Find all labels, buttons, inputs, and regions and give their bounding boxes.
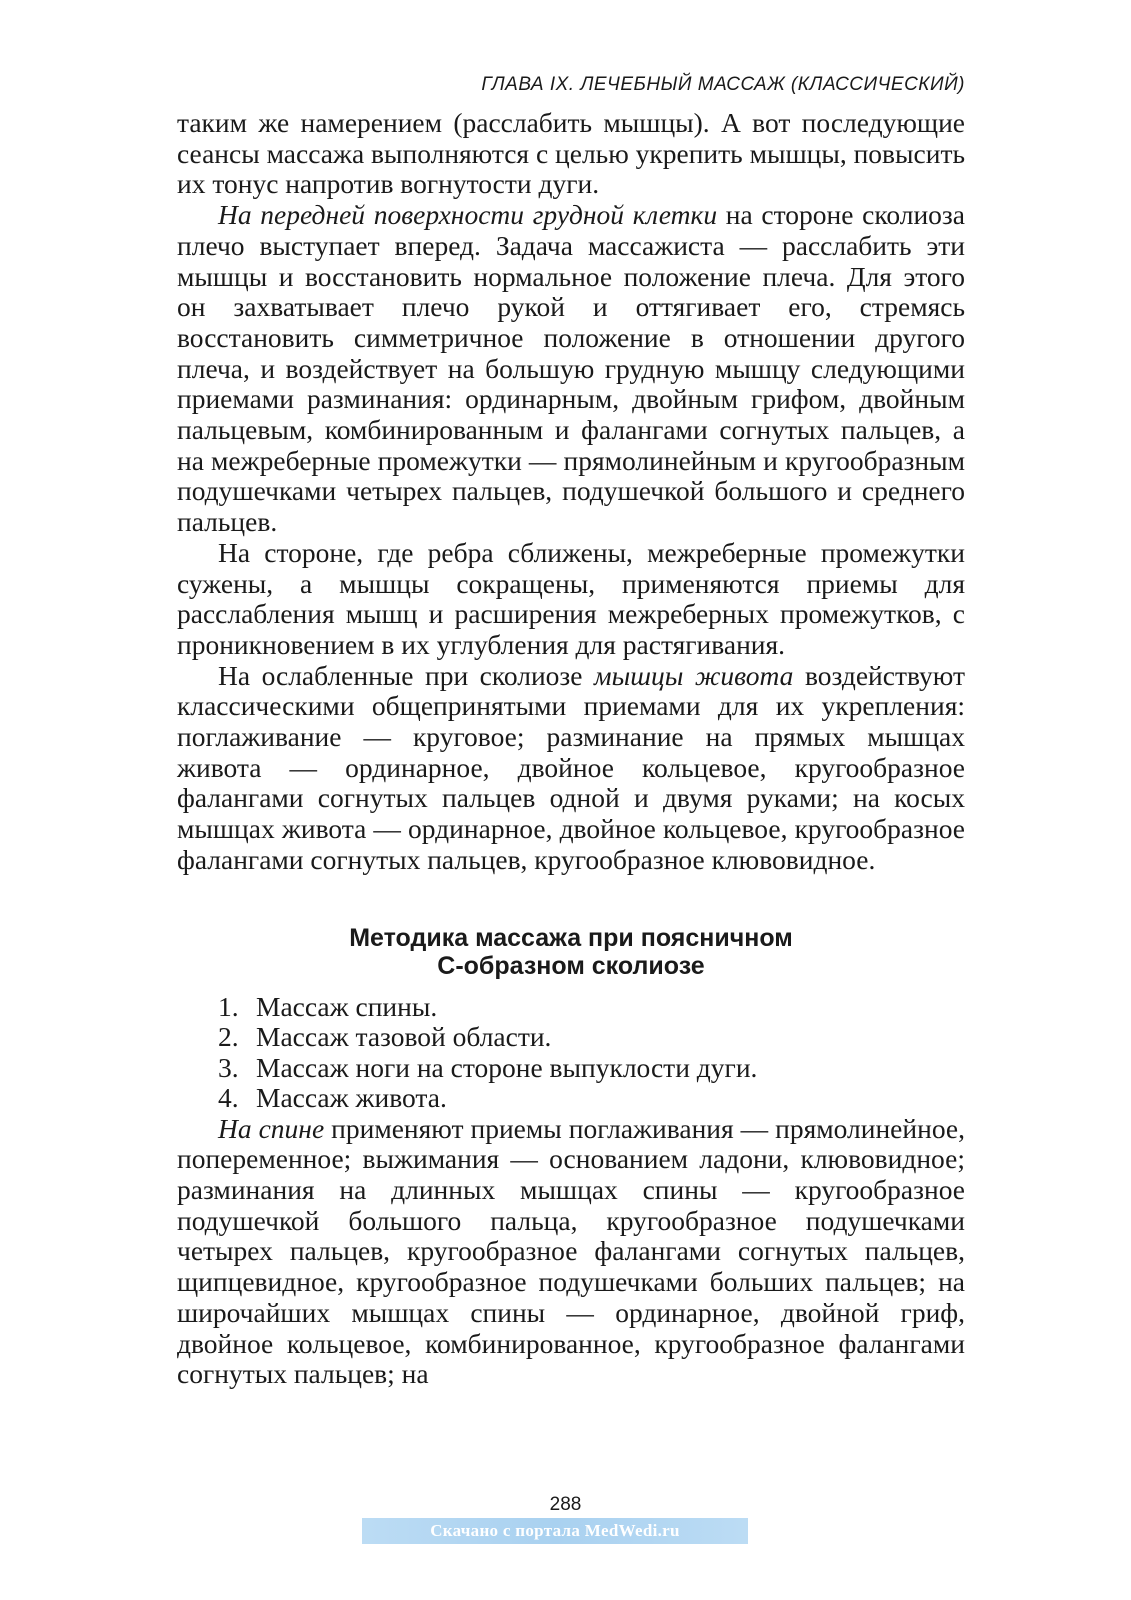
list-item-number: 4. [218, 1082, 239, 1114]
paragraph-5 [177, 1114, 965, 1390]
list-item-number: 2. [218, 1021, 239, 1053]
paragraph-2-text: на стороне сколиоза плечо выступает вперед. Задача массажиста — расслабить эти мышцы и восстановить нормальное положение плеча. Для этого он захватывает плечо рукой и оттягивает его, стремясь восстановить симметричное положение в отношении другого плеча, и воздействует на большую грудную мышцу следующими приемами разминания: ординарным, двойным грифом, двойным пальцевым, комбинированным и фалангами согнутых пальцев, а на межреберные промежутки — прямолинейным и кругообразным подушечками четырех пальцев, подушечкой большого и среднего пальцев. [177, 199, 965, 538]
running-head: ГЛАВА IX. ЛЕЧЕБНЫЙ МАССАЖ (КЛАССИЧЕСКИЙ) [481, 74, 965, 95]
book-page [177, 72, 965, 1390]
paragraph-4-text: воздействуют классическими общепринятыми приемами для их укрепления: поглаживание — круговое; разминание на прямых мышцах живота — ординарное, двойное кольцевое, кругообразное фалангами согнутых пальцев одной и двумя руками; на косых мышцах живота — ординарное, двойное кольцевое, кругообразное фалангами согнутых пальцев, кругообразное клювовидное. [177, 659, 965, 875]
list-item [177, 1083, 965, 1114]
paragraph-2-emphasis: На передней поверхности грудной клетки [218, 199, 718, 231]
list-item [177, 1053, 965, 1084]
page-number: 288 [549, 1494, 582, 1515]
paragraph-5-emphasis: На спине [218, 1112, 325, 1144]
section-title [177, 924, 965, 980]
section-title-line-1: Методика массажа при поясничном [349, 923, 793, 952]
section-title-line-2: С-образном сколиозе [437, 951, 705, 980]
paragraph-4-emphasis: мышцы живота [594, 659, 794, 691]
download-watermark: Скачано с портала MedWedi.ru [362, 1518, 748, 1544]
paragraph-2 [177, 200, 965, 538]
list-item-number: 1. [218, 990, 239, 1022]
massage-steps-list [177, 992, 965, 1114]
paragraph-5-text: применяют приемы поглаживания — прямолинейное, попеременное; выжимания — основанием ладони, клювовидное; разминания на длинных мышцах спины — кругообразное подушечкой большого пальца, кругообразное подушечками четырех пальцев, кругообразное фалангами согнутых пальцев, щипцевидное, кругообразное подушечками больших пальцев; на широчайших мышцах спины — ординарное, двойной гриф, двойное кольцевое, комбинированное, кругообразное фалангами согнутых пальцев; на [177, 1112, 965, 1390]
body-text [177, 108, 965, 1390]
list-item [177, 992, 965, 1023]
list-item-text: Массаж спины. [256, 990, 438, 1022]
list-item [177, 1022, 965, 1053]
paragraph-4-start: На ослабленные при сколиозе [218, 659, 595, 691]
list-item-text: Массаж ноги на стороне выпуклости дуги. [256, 1051, 758, 1083]
paragraph-3: На стороне, где ребра сближены, межреберные промежутки сужены, а мышцы сокращены, применяются приемы для расслабления мышц и расширения межреберных промежутков, с проникновением в их углубления для растягивания. [177, 536, 965, 660]
paragraph-1: таким же намерением (расслабить мышцы). А вот последующие сеансы массажа выполняются с целью укрепить мышцы, повысить их тонус напротив вогнутости дуги. [177, 107, 965, 200]
list-item-text: Массаж тазовой области. [256, 1021, 552, 1053]
paragraph-4 [177, 661, 965, 876]
list-item-text: Массаж живота. [256, 1082, 447, 1114]
list-item-number: 3. [218, 1051, 239, 1083]
